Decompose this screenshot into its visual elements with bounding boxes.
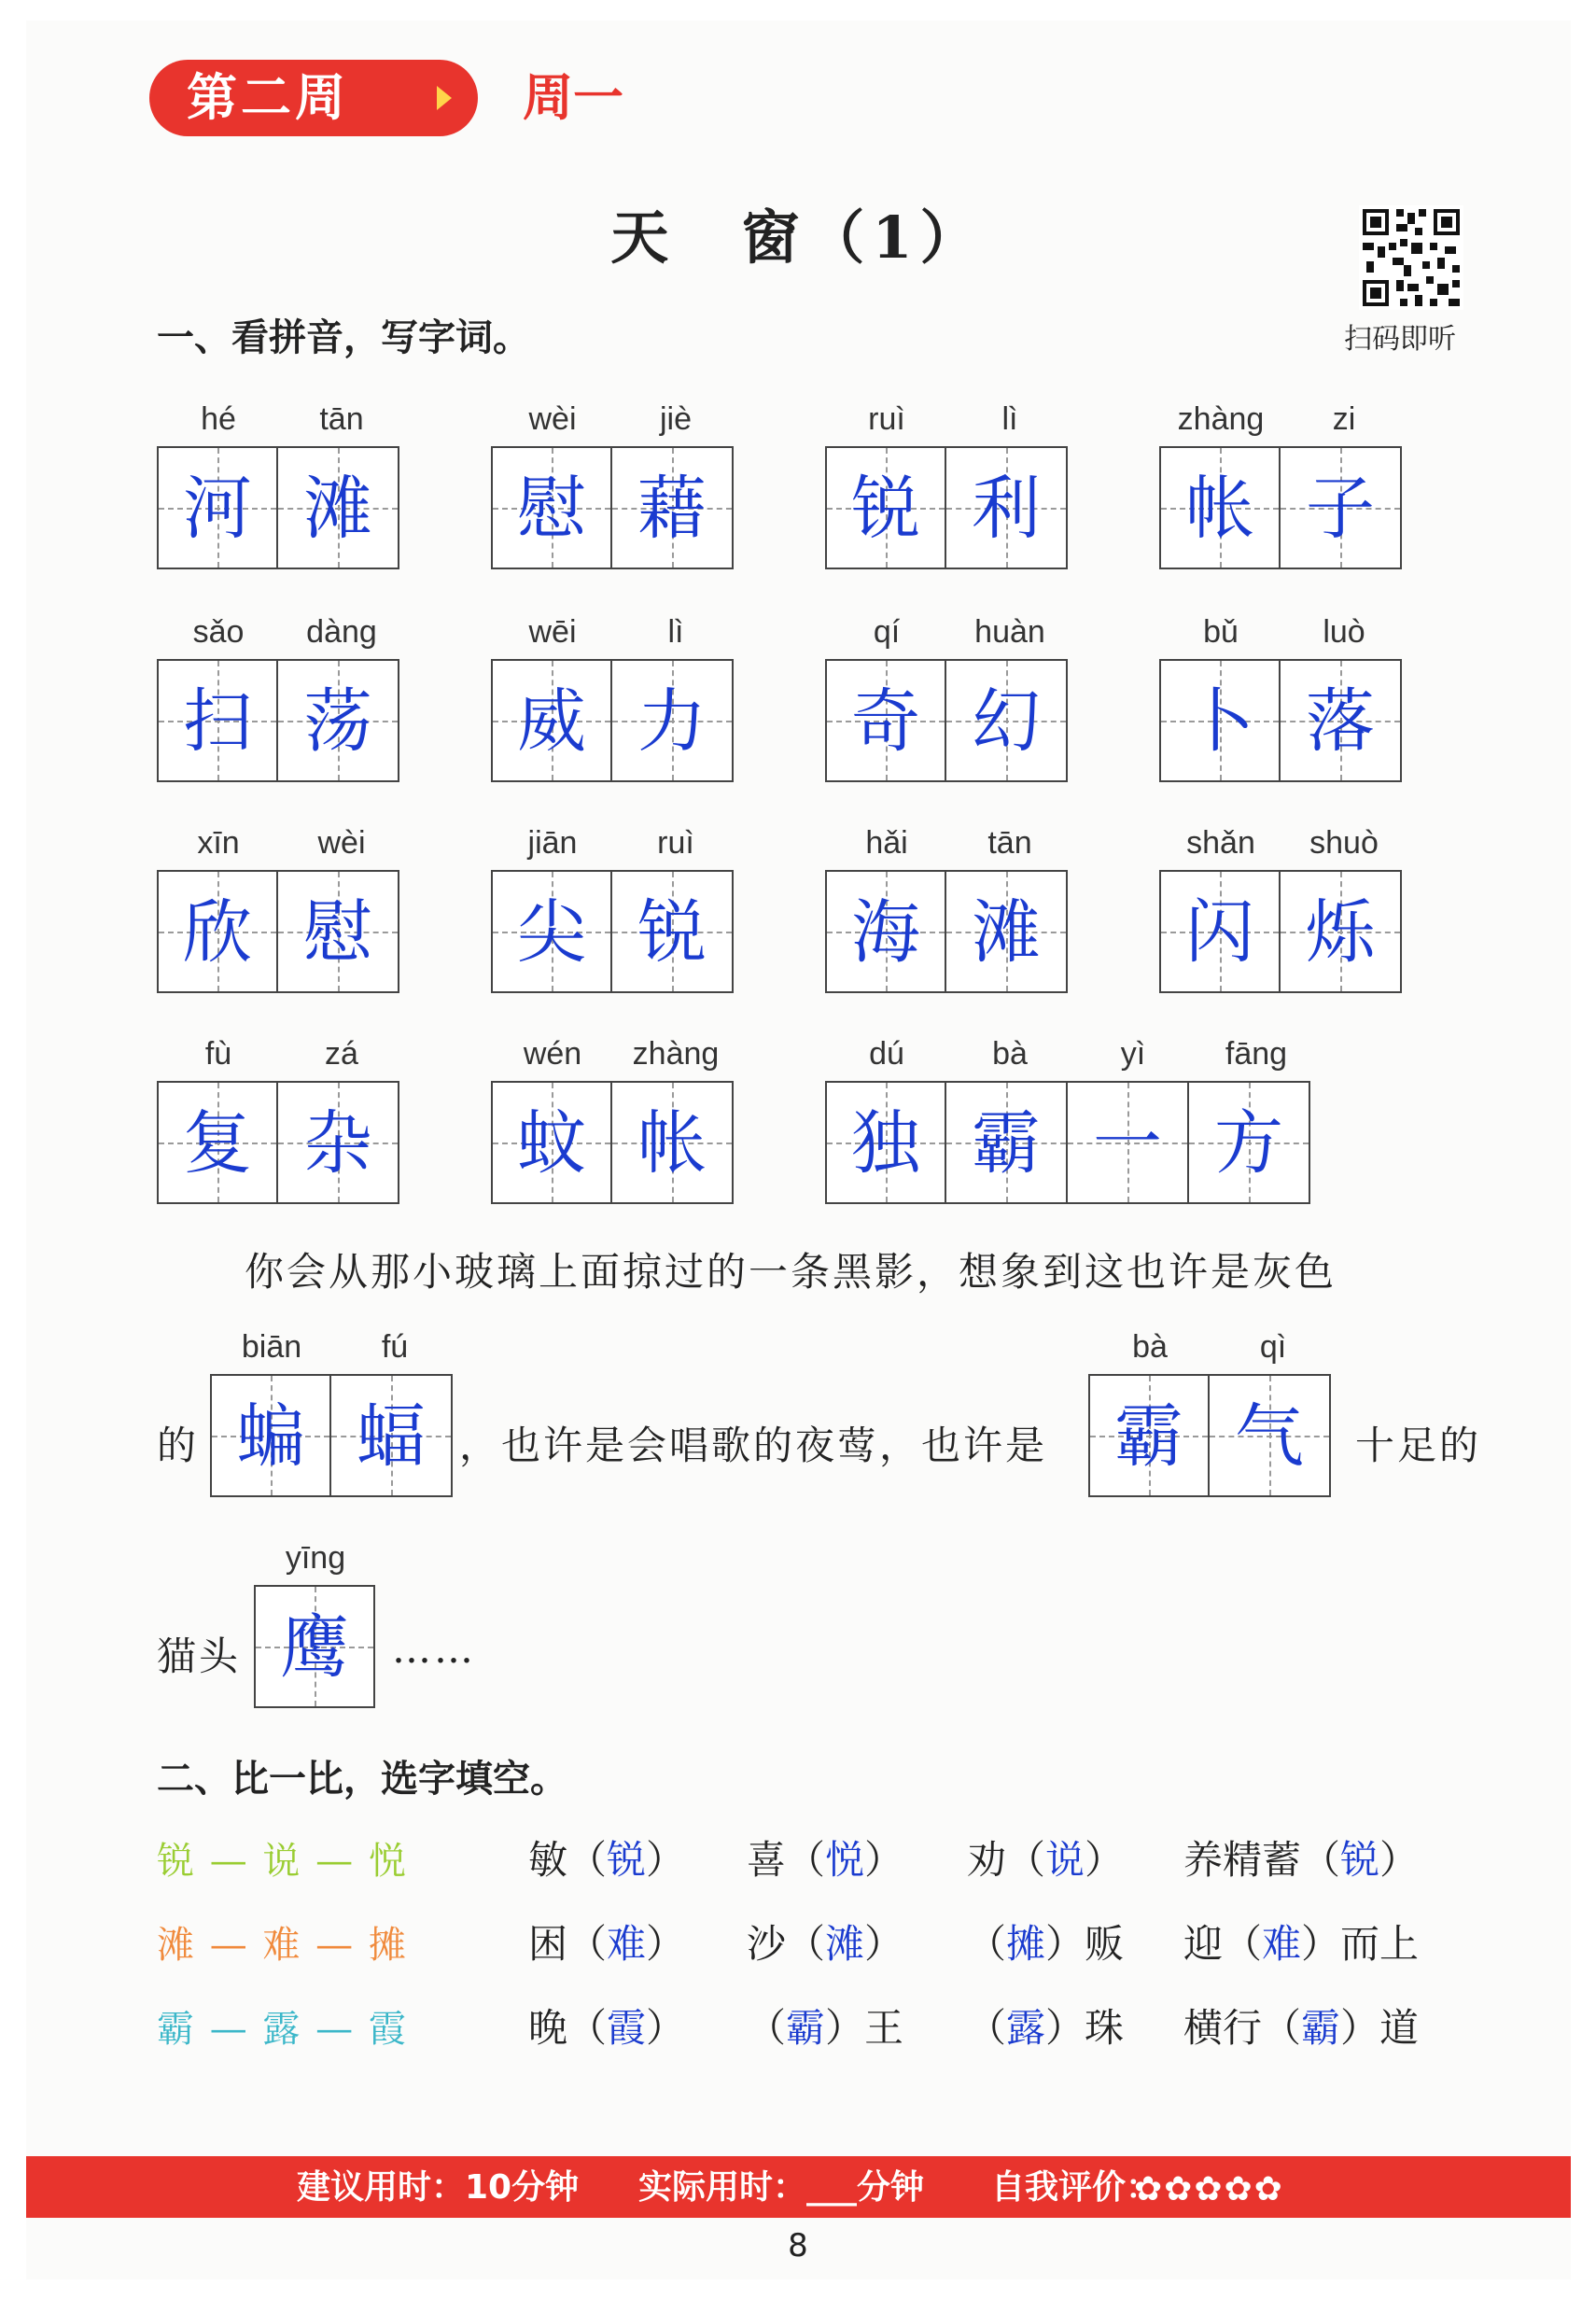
pinyin: fāng: [1225, 1036, 1288, 1072]
qr-code-icon[interactable]: [1359, 205, 1463, 310]
char-box[interactable]: 蚊: [491, 1081, 612, 1204]
char-box[interactable]: 慰: [278, 870, 399, 993]
passage-text: 的: [157, 1423, 200, 1468]
answer[interactable]: 悦: [825, 1837, 865, 1883]
fill-item: （摊）贩: [967, 1921, 1125, 1967]
fill-item: 困（难）: [528, 1921, 686, 1967]
pinyin: wèi: [528, 401, 577, 437]
day-label: 周一: [523, 68, 623, 127]
pinyin: yì: [1120, 1036, 1146, 1072]
pinyin: zhàng: [1177, 401, 1265, 437]
pinyin: fú: [381, 1329, 409, 1365]
pinyin: fù: [204, 1036, 232, 1072]
char-box[interactable]: 方: [1189, 1081, 1310, 1204]
answer[interactable]: 难: [607, 1921, 647, 1967]
pinyin: dú: [869, 1036, 904, 1072]
char-box[interactable]: 独: [825, 1081, 946, 1204]
answer[interactable]: 霸: [1301, 2005, 1341, 2051]
char-box[interactable]: 奇: [825, 659, 946, 782]
char-box[interactable]: 滩: [946, 870, 1068, 993]
char-box[interactable]: 威: [491, 659, 612, 782]
char-box[interactable]: 藉: [612, 446, 734, 569]
fill-item: 晚（霞）: [528, 2005, 686, 2051]
compare-group: 滩 — 难 — 摊: [157, 1924, 408, 1967]
fill-item: （霸）王: [747, 2005, 904, 2051]
pinyin: wén: [523, 1036, 582, 1072]
pinyin: ruì: [657, 825, 694, 861]
pinyin: wèi: [317, 825, 366, 861]
pinyin: jiè: [659, 401, 693, 437]
fill-item: （露）珠: [967, 2005, 1125, 2051]
answer[interactable]: 滩: [825, 1921, 865, 1967]
passage-text: ，也许是会唱歌的夜莺，也许是: [459, 1423, 1048, 1468]
pinyin: dàng: [306, 614, 377, 650]
pinyin: tān: [987, 825, 1032, 861]
week-label: 第二周: [187, 68, 349, 127]
suggested-time: 建议用时：10分钟: [297, 2168, 580, 2207]
char-box[interactable]: 闪: [1159, 870, 1281, 993]
char-box[interactable]: 烁: [1281, 870, 1402, 993]
pinyin: tān: [319, 401, 364, 437]
char-box[interactable]: 杂: [278, 1081, 399, 1204]
char-box[interactable]: 蝠: [331, 1374, 453, 1497]
arrow-right-icon: [437, 86, 452, 110]
fill-item: 喜（悦）: [747, 1837, 904, 1883]
answer[interactable]: 露: [1006, 2005, 1046, 2051]
answer[interactable]: 难: [1262, 1921, 1302, 1967]
char-box[interactable]: 慰: [491, 446, 612, 569]
char-box[interactable]: 欣: [157, 870, 278, 993]
pinyin: qí: [873, 614, 901, 650]
pinyin: jiān: [527, 825, 578, 861]
char-box[interactable]: 帐: [1159, 446, 1281, 569]
answer[interactable]: 霸: [786, 2005, 826, 2051]
fill-item: 养精蓄（锐）: [1183, 1837, 1420, 1883]
compare-group: 霸 — 露 — 霞: [157, 2008, 408, 2051]
fill-item: 劝（说）: [967, 1837, 1125, 1883]
passage-text: 猫头: [157, 1633, 242, 1679]
char-box[interactable]: 蝙: [210, 1374, 331, 1497]
answer[interactable]: 说: [1045, 1837, 1085, 1883]
passage-text: ……: [392, 1626, 476, 1672]
char-box[interactable]: 荡: [278, 659, 399, 782]
passage-text: 十足的: [1355, 1423, 1482, 1468]
char-box[interactable]: 落: [1281, 659, 1402, 782]
fill-item: 迎（难）而上: [1183, 1921, 1420, 1967]
passage-line-1: 你会从那小玻璃上面掠过的一条黑影，想象到这也许是灰色: [245, 1249, 1337, 1295]
char-box[interactable]: 霸: [1088, 1374, 1210, 1497]
fill-item: 敏（锐）: [528, 1837, 686, 1883]
char-box[interactable]: 利: [946, 446, 1068, 569]
pinyin: hé: [201, 401, 236, 437]
self-evaluation-label: 自我评价：: [991, 2168, 1160, 2207]
compare-group: 锐 — 说 — 悦: [157, 1840, 408, 1883]
char-box[interactable]: 卜: [1159, 659, 1281, 782]
char-box[interactable]: 鹰: [254, 1585, 375, 1708]
pinyin: bà: [992, 1036, 1028, 1072]
pinyin: ruì: [868, 401, 905, 437]
pinyin: qì: [1259, 1329, 1287, 1365]
fill-item: 横行（霸）道: [1183, 2005, 1420, 2051]
pinyin: shǎn: [1186, 825, 1255, 861]
page-number: 8: [788, 2227, 808, 2264]
pinyin: shuò: [1309, 825, 1379, 861]
char-box[interactable]: 扫: [157, 659, 278, 782]
pinyin: wēi: [528, 614, 577, 650]
char-box[interactable]: 气: [1210, 1374, 1331, 1497]
char-box[interactable]: 海: [825, 870, 946, 993]
pinyin: bà: [1132, 1329, 1168, 1365]
pinyin: lì: [1001, 401, 1018, 437]
pinyin: xīn: [197, 825, 240, 861]
answer[interactable]: 锐: [1340, 1837, 1380, 1883]
pinyin: zá: [325, 1036, 358, 1072]
char-box[interactable]: 幻: [946, 659, 1068, 782]
char-box[interactable]: 一: [1068, 1081, 1189, 1204]
lesson-title: 天 窗（1）: [610, 203, 986, 272]
pinyin: huàn: [974, 614, 1045, 650]
char-box[interactable]: 子: [1281, 446, 1402, 569]
pinyin: zi: [1332, 401, 1356, 437]
char-box[interactable]: 复: [157, 1081, 278, 1204]
char-box[interactable]: 帐: [612, 1081, 734, 1204]
pinyin: lì: [667, 614, 684, 650]
section-1-heading: 一、看拼音，写字词。: [157, 316, 530, 359]
pinyin: yīng: [285, 1540, 346, 1576]
flower-rating-icon[interactable]: ✿✿✿✿✿: [1134, 2170, 1284, 2208]
fill-item: 沙（滩）: [747, 1921, 904, 1967]
char-box[interactable]: 力: [612, 659, 734, 782]
char-box[interactable]: 锐: [825, 446, 946, 569]
char-box[interactable]: 锐: [612, 870, 734, 993]
char-box[interactable]: 滩: [278, 446, 399, 569]
qr-caption: 扫码即听: [1344, 323, 1456, 356]
pinyin: hǎi: [865, 825, 908, 861]
pinyin: luò: [1323, 614, 1365, 650]
pinyin: sǎo: [192, 614, 245, 650]
actual-time: 实际用时：___分钟: [638, 2168, 925, 2207]
char-box[interactable]: 河: [157, 446, 278, 569]
answer[interactable]: 锐: [607, 1837, 647, 1883]
answer[interactable]: 霞: [607, 2005, 647, 2051]
answer[interactable]: 摊: [1006, 1921, 1046, 1967]
char-box[interactable]: 霸: [946, 1081, 1068, 1204]
char-box[interactable]: 尖: [491, 870, 612, 993]
section-2-heading: 二、比一比，选字填空。: [157, 1758, 567, 1801]
pinyin: biān: [241, 1329, 302, 1365]
pinyin: zhàng: [632, 1036, 720, 1072]
pinyin: bǔ: [1203, 614, 1239, 650]
